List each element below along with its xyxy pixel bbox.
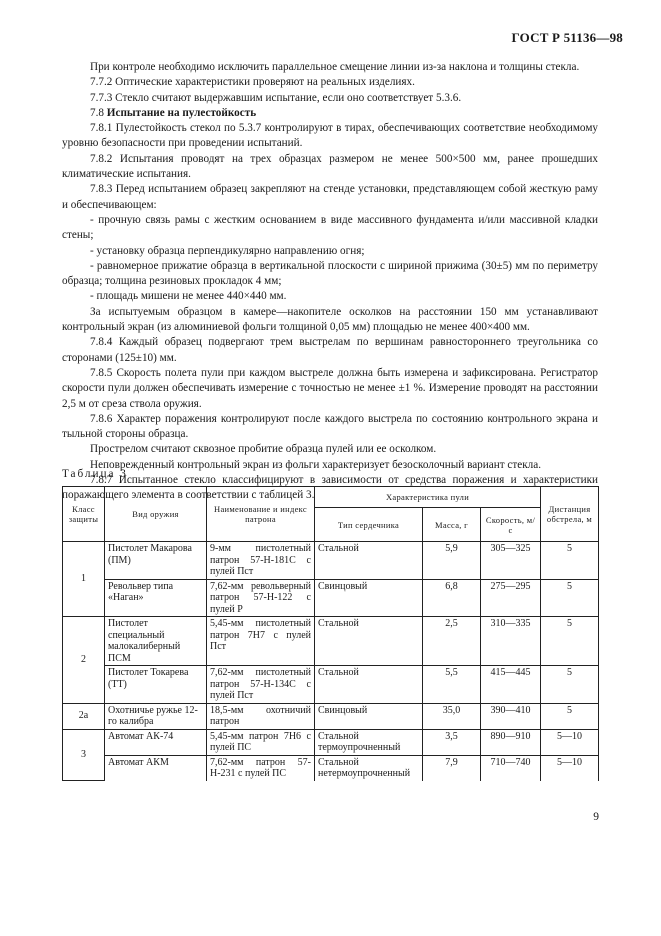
cell-weapon: Пистолет специальный малокалиберный ПСМ [105,617,207,666]
header-core: Тип сердечника [315,508,423,542]
paragraph: 7.7.3 Стекло считают выдержавшим испытание, если оно соответствует 5.3.6. [90,91,462,104]
cell-cartridge: 7,62-мм патрон 57-Н-231 с пулей ПС [207,755,315,781]
cell-cartridge: 5,45-мм патрон 7Н6 с пулей ПС [207,729,315,755]
cell-distance: 5 [541,666,599,704]
cell-cartridge: 18,5-мм охотничий патрон [207,703,315,729]
section-heading [62,106,598,121]
cell-speed: 275—295 [481,579,541,617]
cell-distance: 5 [541,617,599,666]
table-row [63,755,599,781]
cell-core: Стальной термоупрочненный [315,729,423,755]
paragraph: 7.8.6 Характер поражения контролируют после каждого выстрела по состоянию контрольного экрана и тыльной стороны образца. [62,412,598,441]
header-bullet-group: Характеристика пули [315,487,541,508]
table-row [63,579,599,617]
page-number: 9 [593,811,599,823]
cell-core: Стальной [315,666,423,704]
cell-class: 2а [63,703,105,729]
cell-mass: 6,8 [423,579,481,617]
header-distance: Дистанция обстрела, м [541,487,599,542]
paragraph: Неповрежденный контрольный экран из фольги характеризует безосколочный вариант стекла. [90,458,541,471]
cell-weapon: Охотничье ружье 12-го калибра [105,703,207,729]
table-header-row [63,487,599,508]
cell-weapon: Автомат АКМ [105,755,207,781]
list-item: - установку образца перпендикулярно направлению огня; [90,244,365,257]
list-item: - площадь мишени не менее 440×440 мм. [90,290,287,303]
document-standard-header: ГОСТ Р 51136—98 [511,30,623,45]
cell-cartridge: 9-мм пистолетный патрон 57-Н-181С с пулей Пст [207,542,315,580]
paragraph: За испытуемым образцом в камере—накопителе осколков на расстоянии 150 мм устанавливают контрольный экран (из алюминиевой фольги толщиной 0,05 мм) площадью не менее 400×400 мм. [62,305,598,334]
cell-speed: 710—740 [481,755,541,781]
cell-distance: 5 [541,542,599,580]
paragraph: 7.8.3 Перед испытанием образец закрепляют на стенде установки, представляющем собой жесткую раму и обеспечивающем: [62,183,598,211]
header-cartridge: Наименование и индекс патрона [207,487,315,542]
paragraph: 7.7.2 Оптические характеристики проверяют на реальных изделиях. [90,76,415,89]
cell-mass: 5,9 [423,542,481,580]
cell-weapon: Автомат АК-74 [105,729,207,755]
cell-class: 3 [63,729,105,781]
table-row [63,542,599,580]
section-number: 7.8 [90,106,104,119]
table-row [63,666,599,704]
cell-speed: 390—410 [481,703,541,729]
header-speed: Скорость, м/с [481,508,541,542]
cell-mass: 5,5 [423,666,481,704]
cell-cartridge: 7,62-мм пистолетный патрон 57-Н-134С с пулей Пст [207,666,315,704]
bullet-resistance-table [62,486,599,781]
cell-mass: 3,5 [423,729,481,755]
cell-core: Свинцовый [315,703,423,729]
cell-speed: 310—335 [481,617,541,666]
table-row [63,703,599,729]
body-text [62,60,598,504]
paragraph: 7.8.1 Пулестойкость стекол по 5.3.7 контролируют в тирах, обеспечивающих соответствие необходимому уровню безопасности при проведении испытаний. [62,122,598,150]
cell-core: Стальной нетермоупрочненный [315,755,423,781]
header-mass: Масса, г [423,508,481,542]
paragraph: Прострелом считают сквозное пробитие образца пулей или ее осколком. [90,443,437,456]
cell-core: Стальной [315,542,423,580]
cell-cartridge: 5,45-мм пистолетный патрон 7Н7 с пулей Пст [207,617,315,666]
cell-class: 2 [63,617,105,704]
section-title: Испытание на пулестойкость [106,106,257,119]
cell-distance: 5—10 [541,755,599,781]
cell-weapon: Пистолет Макарова (ПМ) [105,542,207,580]
paragraph: При контроле необходимо исключить параллельное смещение линии из-за наклона и толщины стекла. [90,61,580,73]
table-caption: Таблица 3 [62,468,128,480]
paragraph: 7.8.7 Испытанное стекло классифицируют в зависимости от средства поражения и характеристики поражающего элемента в соответствии с таблицей 3. [62,474,598,502]
header-weapon: Вид оружия [105,487,207,542]
cell-distance: 5—10 [541,729,599,755]
table-row [63,617,599,666]
cell-mass: 2,5 [423,617,481,666]
cell-cartridge: 7,62-мм револьверный патрон 57-Н-122 с пулей Р [207,579,315,617]
paragraph: 7.8.5 Скорость полета пули при каждом выстреле должна быть измерена и зафиксирована. Регистратор скорости пули должен обеспечивать измерение с точностью не менее ±1 %. Измерение проводят на расстоянии 2,5 м от среза ствола оружия. [62,366,598,410]
cell-core: Свинцовый [315,579,423,617]
cell-class: 1 [63,542,105,617]
cell-speed: 305—325 [481,542,541,580]
cell-speed: 415—445 [481,666,541,704]
list-item: - равномерное прижатие образца в вертикальной плоскости с шириной прижима (30±5) мм по периметру образца; толщина резиновых прокладок 4 мм; [62,259,598,288]
cell-weapon: Пистолет Токарева (ТТ) [105,666,207,704]
paragraph: 7.8.4 Каждый образец подвергают трем выстрелам по вершинам равностороннего треугольника со сторонами (125±10) мм. [62,336,598,364]
list-item: - прочную связь рамы с жестким основанием в виде массивного фундамента и/или массивной кладки стены; [62,213,598,242]
cell-mass: 35,0 [423,703,481,729]
cell-distance: 5 [541,703,599,729]
cell-core: Стальной [315,617,423,666]
cell-mass: 7,9 [423,755,481,781]
cell-weapon: Револьвер типа «Наган» [105,579,207,617]
cell-distance: 5 [541,579,599,617]
cell-speed: 890—910 [481,729,541,755]
table-row [63,729,599,755]
paragraph: 7.8.2 Испытания проводят на трех образцах размером не менее 500×500 мм, ранее прошедших климатические испытания. [62,152,598,181]
header-class: Класс защиты [63,487,105,542]
